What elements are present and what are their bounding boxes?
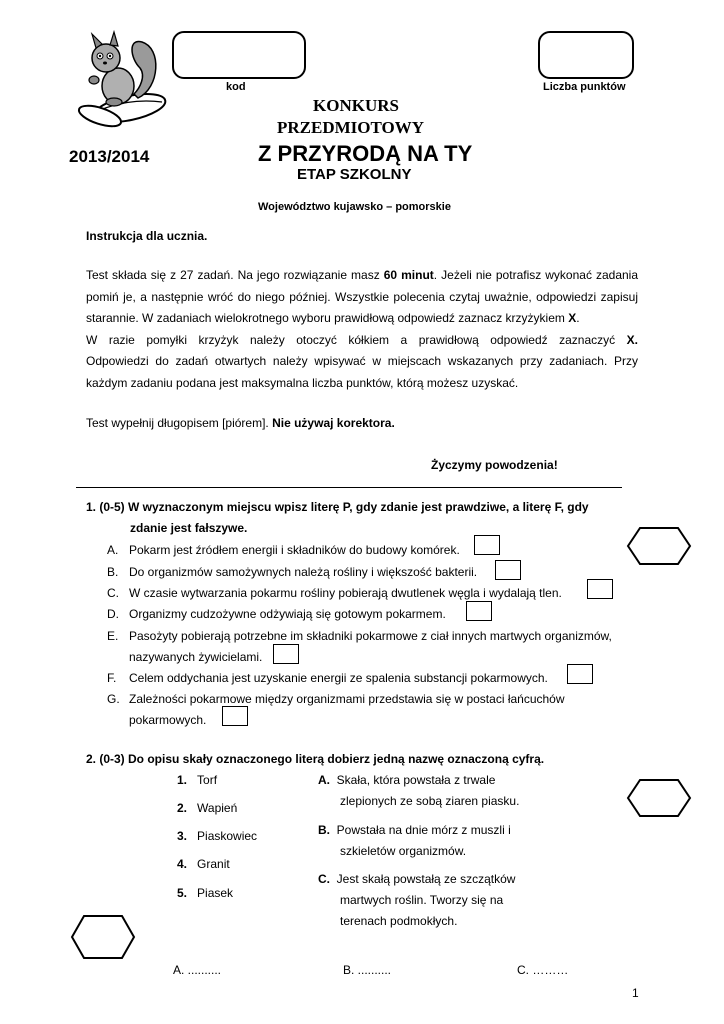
code-label: kod xyxy=(226,81,246,93)
instructions-paragraph-3: Odpowiedzi do zadań otwartych należy wpisywać w miejscach wskazanych przy zadaniach. Przy każdym zadaniu podana jest maksymalna liczba punktów, którą możesz uzyskać. xyxy=(86,354,638,390)
contest-name: Z PRZYRODĄ NA TY xyxy=(258,141,473,166)
rock-description-a-cont: zlepionych ze sobą ziaren piasku. xyxy=(340,794,520,808)
rock-description-b-cont: szkieletów organizmów. xyxy=(340,844,467,858)
task1-answer-a[interactable] xyxy=(474,535,500,555)
task1-answer-e[interactable] xyxy=(273,644,299,664)
rock-description-a: A. Skała, która powstała z trwale xyxy=(318,773,496,787)
code-box[interactable] xyxy=(172,31,306,79)
task1-item-c: C. W czasie wytwarzania pokarmu rośliny pobierają dwutlenek węgla i wydalają tlen. xyxy=(107,586,562,600)
answer-field-c[interactable]: C. ……… xyxy=(517,963,569,977)
score-hexagon-task1[interactable] xyxy=(626,526,692,566)
page-number: 1 xyxy=(632,986,639,1000)
rock-description-c-cont2: terenach podmokłych. xyxy=(340,914,458,928)
task1-item-g: G. Zależności pokarmowe między organizmami przedstawia się w postaci łańcuchów xyxy=(107,692,565,706)
good-luck: Życzymy powodzenia! xyxy=(431,458,558,472)
task2-heading: 2. (0-3) Do opisu skały oznaczonego literą dobierz jedną nazwę oznaczoną cyfrą. xyxy=(86,752,545,766)
rock-description-c-cont: martwych roślin. Tworzy się na xyxy=(340,893,504,907)
instructions-pen-note: Test wypełnij długopisem [piórem]. Nie używaj korektora. xyxy=(86,416,395,430)
rock-name-1: 1. Torf xyxy=(177,773,218,787)
title-konkurs: KONKURS xyxy=(313,96,399,115)
task1-item-e-cont: nazywanych żywicielami. xyxy=(129,650,263,664)
squirrel-logo xyxy=(70,28,170,128)
rock-description-b: B. Powstała na dnie mórz z muszli i xyxy=(318,823,511,837)
task1-heading-cont: zdanie jest fałszywe. xyxy=(130,521,248,535)
separator-line xyxy=(76,487,622,488)
rock-name-2: 2. Wapień xyxy=(177,801,238,815)
year: 2013/2014 xyxy=(69,147,150,166)
rock-name-4: 4. Granit xyxy=(177,857,230,871)
points-label: Liczba punktów xyxy=(543,81,626,93)
answer-field-b[interactable]: B. .......... xyxy=(343,963,392,977)
stage: ETAP SZKOLNY xyxy=(297,166,412,183)
title-przedmiotowy: PRZEDMIOTOWY xyxy=(277,118,425,137)
rock-name-5: 5. Piasek xyxy=(177,886,234,900)
task1-answer-d[interactable] xyxy=(466,601,492,621)
task1-item-a: A. Pokarm jest źródłem energii i składników do budowy komórek. xyxy=(107,543,460,557)
instructions-body xyxy=(86,265,638,394)
rock-description-c: C. Jest skałą powstałą ze szczątków xyxy=(318,872,516,886)
points-box[interactable] xyxy=(538,31,634,79)
answer-field-a[interactable]: A. .......... xyxy=(173,963,222,977)
instructions-paragraph-2: W razie pomyłki krzyżyk należy otoczyć kółkiem a prawidłową odpowiedź zaznaczyć X. xyxy=(86,332,638,347)
score-hexagon-task2[interactable] xyxy=(626,778,692,818)
task1-heading: 1. (0-5) W wyznaczonym miejscu wpisz literę P, gdy zdanie jest prawdziwe, a literę F, gdy xyxy=(86,500,589,514)
instructions-paragraph-1: Test składa się z 27 zadań. Na jego rozwiązanie masz 60 minut. Jeżeli nie potrafisz wykonać zadania pomiń je, a następnie wróć do niego później. Wszystkie polecenia czytaj uważnie, odpowiedzi zapisuj starannie. W zadaniach wielokrotnego wyboru prawidłową odpowiedź zaznacz krzyżykiem X. xyxy=(86,268,639,325)
task1-answer-f[interactable] xyxy=(567,664,593,684)
rock-name-3: 3. Piaskowiec xyxy=(177,829,258,843)
task1-item-d: D. Organizmy cudzożywne odżywiają się gotowym pokarmem. xyxy=(107,607,446,621)
task1-answer-b[interactable] xyxy=(495,560,521,580)
task1-item-g-cont: pokarmowych. xyxy=(129,713,207,727)
score-hexagon-page[interactable] xyxy=(70,914,136,960)
region: Województwo kujawsko – pomorskie xyxy=(258,201,451,213)
task1-item-f: F. Celem oddychania jest uzyskanie energii ze spalenia substancji pokarmowych. xyxy=(107,671,548,685)
instructions-heading: Instrukcja dla ucznia. xyxy=(86,229,208,243)
task1-item-b: B. Do organizmów samożywnych należą rośliny i większość bakterii. xyxy=(107,565,478,579)
task1-answer-c[interactable] xyxy=(587,579,613,599)
task1-answer-g[interactable] xyxy=(222,706,248,726)
task1-item-e: E. Pasożyty pobierają potrzebne im składniki pokarmowe z ciał innych martwych organizmów, xyxy=(107,629,612,643)
